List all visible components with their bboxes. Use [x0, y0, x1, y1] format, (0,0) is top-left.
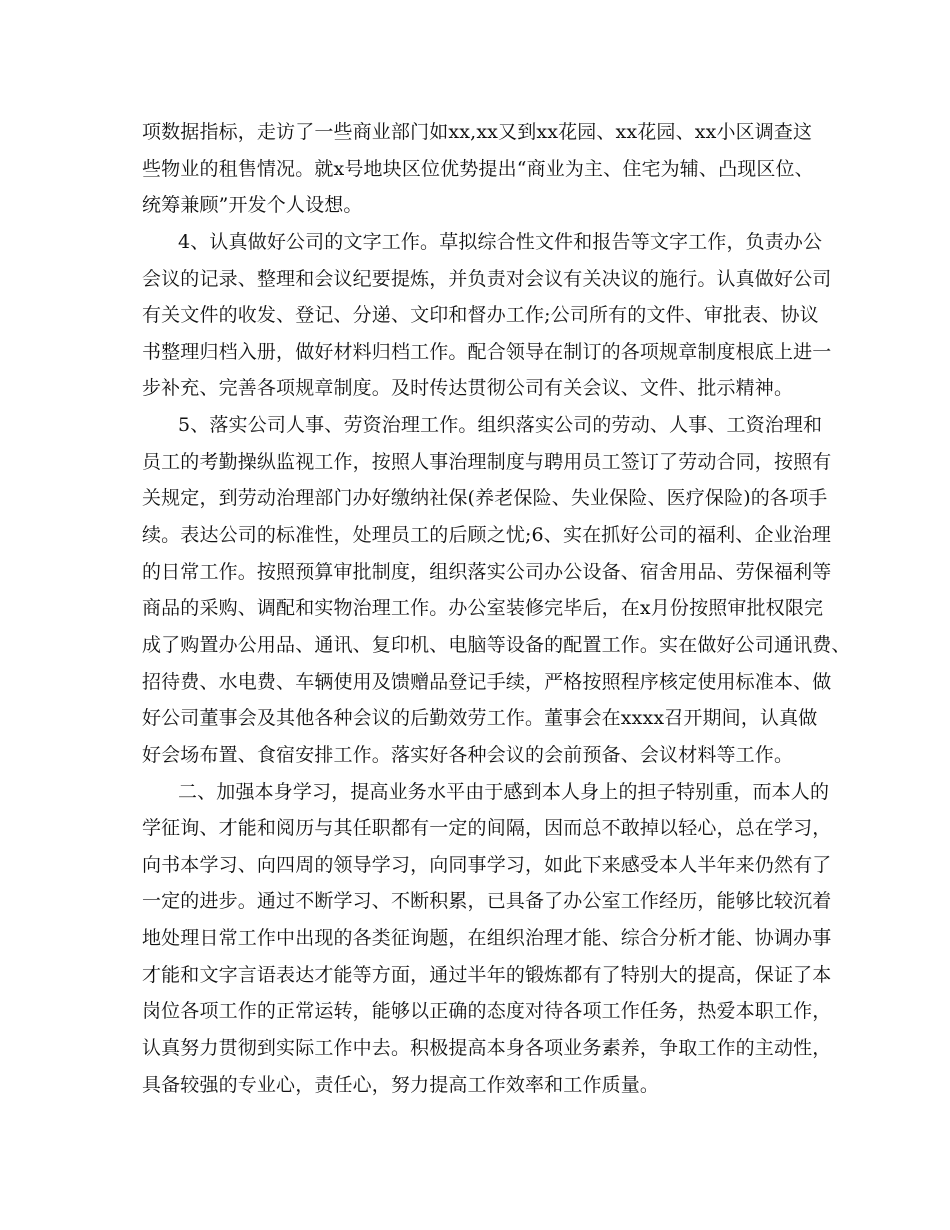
text-line: 商品的采购、调配和实物治理工作。办公室装修完毕后，在x月份按照审批权限完	[142, 597, 824, 620]
text-line: 会议的记录、整理和会议纪要提炼，并负责对会议有关决议的施行。认真做好公司	[142, 267, 832, 290]
text-line: 书整理归档入册，做好材料归档工作。配合领导在制订的各项规章制度根底上进一	[142, 340, 832, 363]
text-line: 有关文件的收发、登记、分递、文印和督办工作;公司所有的文件、审批表、协议	[142, 304, 819, 327]
text-line: 关规定，到劳动治理部门办好缴纳社保(养老保险、失业保险、医疗保险)的各项手	[142, 487, 828, 510]
text-line: 才能和文字言语表达才能等方面，通过半年的锻炼都有了特别大的提高，保证了本	[142, 963, 832, 986]
text-line: 续。表达公司的标准性，处理员工的后顾之忧;6、实在抓好公司的福利、企业治理	[142, 524, 832, 547]
text-line: 的日常工作。按照预算审批制度，组织落实公司办公设备、宿舍用品、劳保福利等	[142, 560, 832, 583]
text-line: 岗位各项工作的正常运转，能够以正确的态度对待各项工作任务，热爱本职工作，	[142, 1000, 832, 1023]
text-line: 向书本学习、向四周的领导学习，向同事学习，如此下来感受本人半年来仍然有了	[142, 853, 832, 876]
text-line: 统筹兼顾”开发个人设想。	[142, 194, 363, 217]
text-line: 一定的进步。通过不断学习、不断积累，已具备了办公室工作经历，能够比较沉着	[142, 890, 832, 913]
paragraph-start-line: 5、落实公司人事、劳资治理工作。组织落实公司的劳动、人事、工资治理和	[178, 414, 823, 437]
text-line: 具备较强的专业心，责任心，努力提高工作效率和工作质量。	[142, 1073, 660, 1096]
text-line: 招待费、水电费、车辆使用及馈赠品登记手续，严格按照程序核定使用标准本、做	[142, 670, 832, 693]
text-line: 学征询、才能和阅历与其任职都有一定的间隔，因而总不敢掉以轻心，总在学习，	[142, 817, 832, 840]
text-line: 项数据指标，走访了一些商业部门如xx,xx又到xx花园、xx花园、xx小区调查这	[142, 121, 813, 143]
text-line: 好公司董事会及其他各种会议的后勤效劳工作。董事会在xxxx召开期间，认真做	[142, 707, 818, 730]
text-line: 认真努力贯彻到实际工作中去。积极提高本身各项业务素养，争取工作的主动性，	[142, 1037, 832, 1060]
text-line: 些物业的租售情况。就x号地块区位优势提出“商业为主、住宅为辅、凸现区位、	[142, 157, 814, 180]
document-body	[142, 114, 851, 1103]
text-line: 成了购置办公用品、通讯、复印机、电脑等设备的配置工作。实在做好公司通讯费、	[142, 633, 851, 656]
paragraph-start-line: 4、认真做好公司的文字工作。草拟综合性文件和报告等文字工作，负责办公	[178, 230, 823, 253]
text-line: 步补充、完善各项规章制度。及时传达贯彻公司有关会议、文件、批示精神。	[142, 377, 794, 400]
text-line: 地处理日常工作中出现的各类征询题，在组织治理才能、综合分析才能、协调办事	[142, 927, 832, 950]
paragraph-start-line: 二、加强本身学习，提高业务水平由于感到本人身上的担子特别重，而本人的	[178, 780, 830, 803]
text-line: 员工的考勤操纵监视工作，按照人事治理制度与聘用员工签订了劳动合同，按照有	[142, 450, 832, 473]
text-line: 好会场布置、食宿安排工作。落实好各种会议的会前预备、会议材料等工作。	[142, 743, 794, 766]
